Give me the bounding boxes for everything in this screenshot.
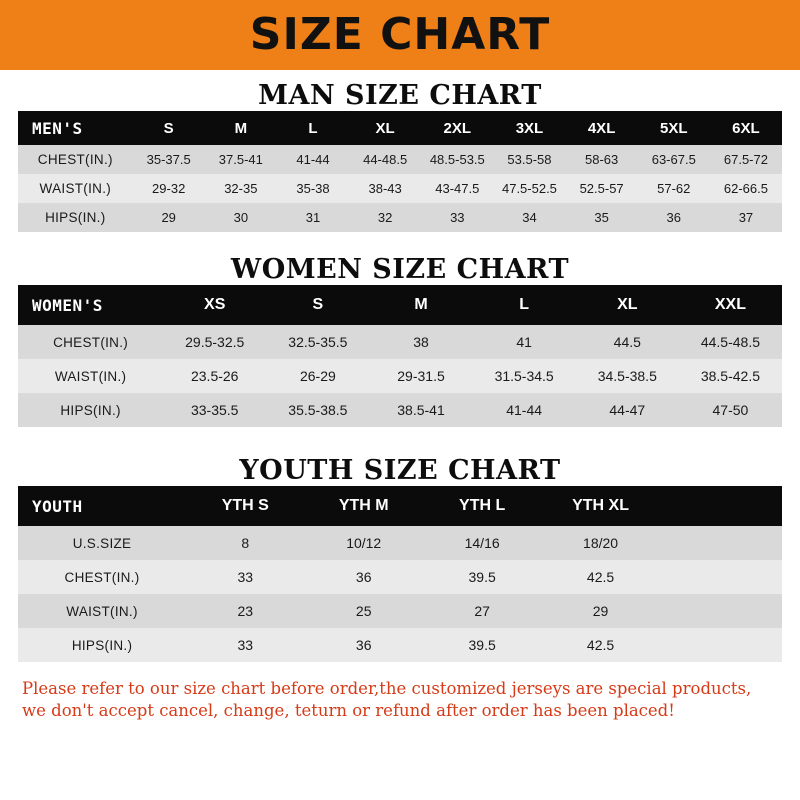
cell: 44-48.5 bbox=[363, 152, 408, 167]
section-title-women: WOMEN SIZE CHART bbox=[230, 254, 570, 285]
cell: 63-67.5 bbox=[651, 152, 696, 167]
cell-empty bbox=[660, 628, 782, 662]
cell-empty bbox=[660, 560, 782, 594]
table-youth bbox=[18, 486, 782, 662]
footer-note bbox=[0, 678, 800, 723]
cell: 47-50 bbox=[712, 402, 749, 418]
table-row bbox=[18, 594, 782, 628]
cell: 33 bbox=[237, 637, 254, 653]
column-header: 2XL bbox=[443, 119, 472, 137]
cell: 43-47.5 bbox=[435, 181, 480, 196]
cell: 42.5 bbox=[586, 569, 615, 585]
cell: 39.5 bbox=[468, 569, 496, 585]
column-header: 3XL bbox=[515, 119, 544, 137]
cell: 44.5-48.5 bbox=[700, 334, 761, 350]
cell: 30 bbox=[233, 210, 249, 225]
table-row bbox=[18, 393, 782, 427]
cell: 62-66.5 bbox=[723, 181, 768, 196]
section-title-youth: YOUTH SIZE CHART bbox=[239, 455, 561, 486]
table-row bbox=[18, 628, 782, 662]
column-header: M bbox=[414, 296, 428, 313]
column-header: 6XL bbox=[732, 119, 760, 137]
column-header: YTH XL bbox=[572, 497, 629, 514]
table-row bbox=[18, 203, 782, 232]
cell: 32-35 bbox=[224, 181, 258, 196]
cell: 38.5-42.5 bbox=[700, 368, 761, 384]
table-men bbox=[18, 111, 782, 232]
row-label: CHEST(IN.) bbox=[53, 334, 129, 350]
cell: 38 bbox=[413, 334, 429, 350]
table-row bbox=[18, 325, 782, 359]
column-header: MEN'S bbox=[32, 118, 83, 138]
cell: 34.5-38.5 bbox=[597, 368, 657, 384]
table-women bbox=[18, 285, 782, 427]
cell: 37 bbox=[738, 210, 754, 225]
table-row bbox=[18, 174, 782, 203]
spacer bbox=[0, 232, 800, 246]
row-label: CHEST(IN.) bbox=[64, 569, 140, 585]
cell: 31 bbox=[305, 210, 321, 225]
cell: 57-62 bbox=[657, 181, 691, 196]
cell: 35-37.5 bbox=[146, 152, 191, 167]
cell: 35.5-38.5 bbox=[288, 402, 348, 418]
column-header: XXL bbox=[714, 296, 746, 313]
cell-empty bbox=[660, 526, 782, 560]
cell: 29.5-32.5 bbox=[185, 334, 245, 350]
table-row bbox=[18, 526, 782, 560]
cell: 32 bbox=[377, 210, 393, 225]
cell: 39.5 bbox=[468, 637, 496, 653]
cell: 35-38 bbox=[296, 181, 330, 196]
cell: 36 bbox=[355, 569, 372, 585]
table-header-row bbox=[18, 285, 782, 325]
cell: 48.5-53.5 bbox=[429, 152, 485, 167]
cell: 52.5-57 bbox=[579, 181, 624, 196]
cell: 58-63 bbox=[584, 152, 619, 167]
cell: 53.5-58 bbox=[507, 152, 552, 167]
column-header: L bbox=[308, 119, 318, 137]
cell: 18/20 bbox=[583, 535, 619, 551]
cell: 8 bbox=[241, 535, 250, 551]
cell: 29 bbox=[161, 210, 176, 225]
table-header-row bbox=[18, 111, 782, 145]
column-header: M bbox=[234, 119, 248, 137]
column-header: XL bbox=[375, 119, 395, 137]
row-label: WAIST(IN.) bbox=[54, 368, 127, 384]
cell: 33-35.5 bbox=[190, 402, 239, 418]
cell: 36 bbox=[355, 637, 372, 653]
cell: 26-29 bbox=[299, 368, 336, 384]
section-youth bbox=[0, 455, 800, 662]
row-label: WAIST(IN.) bbox=[39, 181, 112, 196]
cell: 44.5 bbox=[613, 334, 641, 350]
spacer bbox=[0, 427, 800, 447]
row-label: HIPS(IN.) bbox=[71, 637, 133, 653]
row-label: U.S.SIZE bbox=[72, 535, 132, 551]
cell: 44-47 bbox=[609, 402, 646, 418]
cell: 10/12 bbox=[346, 535, 382, 551]
cell: 41-44 bbox=[296, 152, 330, 167]
column-header: YTH L bbox=[459, 497, 506, 514]
footer-line-2: we don't accept cancel, change, teturn or refund after order has been placed! bbox=[22, 701, 675, 721]
cell: 42.5 bbox=[586, 637, 615, 653]
row-label: WAIST(IN.) bbox=[66, 603, 138, 619]
cell: 38-43 bbox=[368, 181, 402, 196]
column-header: XS bbox=[204, 296, 226, 313]
cell: 27 bbox=[474, 603, 490, 619]
cell: 36 bbox=[666, 210, 681, 225]
section-men bbox=[0, 80, 800, 232]
cell: 29-31.5 bbox=[397, 368, 445, 384]
cell: 29-32 bbox=[152, 181, 186, 196]
cell: 41 bbox=[516, 334, 532, 350]
page-title: SIZE CHART bbox=[249, 9, 551, 60]
row-label: HIPS(IN.) bbox=[45, 210, 106, 225]
row-label: CHEST(IN.) bbox=[37, 152, 113, 167]
table-row bbox=[18, 560, 782, 594]
column-header: 5XL bbox=[660, 119, 688, 137]
column-header: YTH S bbox=[221, 497, 269, 514]
column-header: 4XL bbox=[587, 119, 616, 137]
cell: 47.5-52.5 bbox=[501, 181, 557, 196]
column-header: YOUTH bbox=[32, 496, 83, 516]
cell: 23 bbox=[237, 603, 254, 619]
cell: 25 bbox=[355, 603, 372, 619]
column-header-empty bbox=[660, 486, 782, 526]
column-header: S bbox=[312, 296, 324, 313]
section-title-men: MAN SIZE CHART bbox=[258, 80, 542, 111]
column-header: WOMEN'S bbox=[32, 295, 103, 315]
cell: 33 bbox=[450, 210, 465, 225]
cell-empty bbox=[660, 594, 782, 628]
cell: 14/16 bbox=[464, 535, 500, 551]
row-label: HIPS(IN.) bbox=[60, 402, 121, 418]
cell: 37.5-41 bbox=[218, 152, 263, 167]
cell: 35 bbox=[594, 210, 609, 225]
cell: 41-44 bbox=[506, 402, 543, 418]
cell: 33 bbox=[237, 569, 254, 585]
table-header-row bbox=[18, 486, 782, 526]
section-women bbox=[0, 254, 800, 427]
cell: 67.5-72 bbox=[723, 152, 768, 167]
cell: 32.5-35.5 bbox=[288, 334, 348, 350]
column-header: L bbox=[519, 296, 530, 313]
page-banner bbox=[0, 0, 800, 70]
table-row bbox=[18, 145, 782, 174]
footer-line-1: Please refer to our size chart before order,the customized jerseys are special products, bbox=[22, 679, 752, 698]
column-header: YTH M bbox=[338, 497, 389, 514]
cell: 29 bbox=[592, 603, 609, 619]
cell: 38.5-41 bbox=[397, 402, 445, 418]
column-header: S bbox=[163, 119, 174, 137]
column-header: XL bbox=[617, 296, 638, 313]
table-row bbox=[18, 359, 782, 393]
cell: 23.5-26 bbox=[190, 368, 239, 384]
cell: 31.5-34.5 bbox=[494, 368, 554, 384]
cell: 34 bbox=[522, 210, 537, 225]
